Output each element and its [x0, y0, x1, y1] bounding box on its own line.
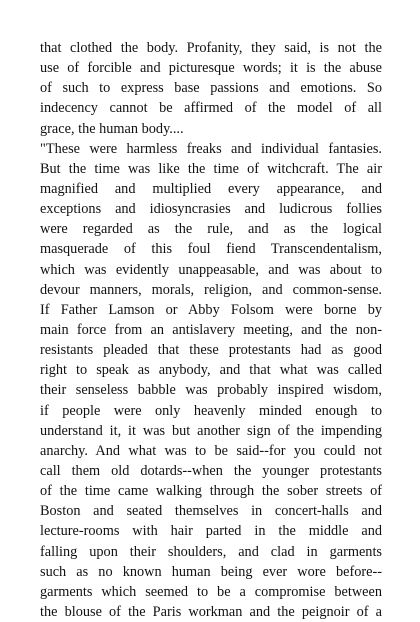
text-line: the blouse of the Paris workman and the peignoir of a — [40, 603, 382, 620]
text-line: of such to express base passions and emotions. So — [40, 80, 382, 97]
text-line: resistants pleaded that these protestants had as good — [40, 342, 382, 359]
text-line: "These were harmless freaks and individual fantasies. — [40, 140, 382, 157]
text-line: indecency cannot be affirmed of the model of all — [40, 100, 382, 117]
text-line: devour manners, morals, religion, and common-sense. — [40, 281, 382, 298]
text-line: call them old dotards--when the younger protestants — [40, 462, 382, 479]
text-line: that clothed the body. Profanity, they said, is not the — [40, 40, 382, 56]
text-line: falling upon their shoulders, and clad in garments — [40, 543, 382, 560]
text-line: But the time was like the time of witchcraft. The air — [40, 160, 382, 177]
text-line: which was evidently unappeasable, and was about to — [40, 261, 382, 278]
text-line: grace, the human body.... — [40, 120, 184, 137]
text-line: anarchy. And what was to be said--for you could not — [40, 442, 382, 459]
text-line: understand it, it was but another sign of the impending — [40, 422, 382, 439]
text-line: right to speak as anybody, and that what was called — [40, 362, 382, 379]
text-line: exceptions and idiosyncrasies and ludicrous follies — [40, 201, 382, 218]
text-line: were regarded as the rule, and as the logical — [40, 221, 382, 238]
text-line: If Father Lamson or Abby Folsom were borne by — [40, 301, 382, 318]
text-line: lecture-rooms with hair parted in the middle and — [40, 523, 382, 540]
text-line: magnified and multiplied every appearance, and — [40, 180, 382, 197]
text-line: garments which seemed to be a compromise between — [40, 583, 382, 600]
text-line: their senseless babble was probably inspired wisdom, — [40, 382, 382, 399]
text-line: use of forcible and picturesque words; it is the abuse — [40, 60, 382, 77]
body-text — [40, 38, 382, 622]
text-line: main force from an antislavery meeting, and the non- — [40, 321, 382, 338]
text-line: Boston and seated themselves in concert-halls and — [40, 503, 382, 520]
text-line: if people were only heavenly minded enough to — [40, 402, 382, 419]
text-line: masquerade of this foul fiend Transcendentalism, — [40, 241, 382, 258]
text-line: of the time came walking through the sober streets of — [40, 483, 382, 500]
text-line: such as no known human being ever wore before-- — [40, 563, 382, 580]
